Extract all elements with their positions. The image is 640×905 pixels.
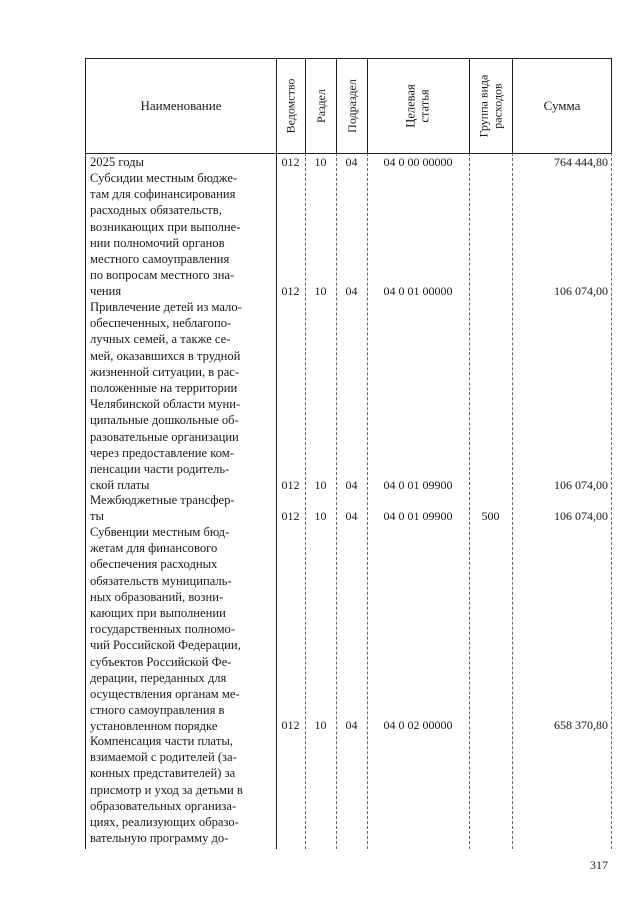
row-name: Субвенции местным бюд- жетам для финансового обеспечения расходных обязательств муниципаль- ных образований, возни- кающих при выполнении государственных полномо- чий Российской Федерации, субъектов Российской Фе- дерации, переданных для осуществления органам ме- стного самоуправления в установленном порядке (90, 525, 241, 734)
row-name: Привлечение детей из мало- обеспеченных, неблагопо- лучных семей, а также се- мей, оказавшихся в трудной жизненной ситуации, в рас- положенные на территории Челябинской области муни- ципальные дошкольные об- разовательные организации через предоставление ком- пенсации части родитель- ской платы (90, 300, 242, 493)
row-section: 10 (314, 284, 327, 298)
header-divider (305, 59, 306, 153)
header-divider (367, 59, 368, 153)
header-dept (276, 59, 305, 153)
row-dept: 012 (281, 284, 300, 298)
row-name: Компенсация части платы, взимаемой с родителей (за- конных представителей) за присмотр и уход за детьми в образовательных организа- циях, реализующих образо- вательную программу до- (90, 734, 243, 846)
row-section: 10 (314, 718, 327, 732)
row-section: 10 (314, 478, 327, 492)
header-sum-label: Сумма (543, 98, 581, 113)
row-subsection: 04 (345, 284, 358, 298)
header-target (367, 59, 469, 153)
row-target: 04 0 00 00000 (383, 155, 453, 169)
header-group-label (477, 75, 505, 138)
row-sum: 106 074,00 (554, 478, 608, 492)
row-target: 04 0 01 00000 (383, 284, 453, 298)
column-divider (469, 153, 470, 849)
header-section-label: Раздел (313, 89, 328, 123)
row-dept: 012 (281, 155, 300, 169)
row-name: Субсидии местным бюдже- там для софинансирования расходных обязательств, возникающих при выполне- нии полномочий органов местного самоуправления по вопросам местного зна- чения (90, 171, 241, 299)
header-divider (469, 59, 470, 153)
column-divider (276, 153, 277, 849)
column-divider (512, 153, 513, 849)
header-divider (611, 59, 612, 153)
row-subsection: 04 (345, 718, 358, 732)
row-name: 2025 годы (90, 155, 144, 169)
budget-table (85, 58, 612, 849)
header-section (305, 59, 336, 153)
row-target: 04 0 01 09900 (383, 478, 453, 492)
header-target-line2: статья (418, 89, 432, 123)
row-dept: 012 (281, 718, 300, 732)
header-target-line1: Целевая (404, 84, 418, 128)
header-group-line2: расходов (490, 83, 505, 129)
header-dept-label: Ведомство (283, 78, 298, 134)
table-header (86, 59, 612, 154)
row-sum: 764 444,80 (554, 155, 608, 169)
header-group (469, 59, 512, 153)
header-divider (276, 59, 277, 153)
row-sum: 106 074,00 (554, 509, 608, 523)
row-target: 04 0 01 09900 (383, 509, 453, 523)
row-section: 10 (314, 509, 327, 523)
header-name (86, 59, 276, 153)
header-name-label: Наименование (140, 98, 222, 113)
column-divider (611, 153, 612, 849)
row-dept: 012 (281, 478, 300, 492)
row-section: 10 (314, 155, 327, 169)
row-group: 500 (481, 509, 500, 523)
row-dept: 012 (281, 509, 300, 523)
row-name: Межбюджетные трансфер- ты (90, 493, 235, 524)
row-subsection: 04 (345, 509, 358, 523)
row-sum: 106 074,00 (554, 284, 608, 298)
row-target: 04 0 02 00000 (383, 718, 453, 732)
header-subsection (336, 59, 367, 153)
column-divider (367, 153, 368, 849)
page-number: 317 (590, 858, 608, 872)
row-subsection: 04 (345, 478, 358, 492)
header-target-label (404, 84, 432, 127)
header-divider (512, 59, 513, 153)
header-group-line1: Группа вида (476, 74, 491, 138)
row-subsection: 04 (345, 155, 358, 169)
row-sum: 658 370,80 (554, 718, 608, 732)
column-divider (305, 153, 306, 849)
header-sum (512, 59, 612, 153)
header-subsection-label: Подраздел (344, 79, 359, 133)
header-divider (336, 59, 337, 153)
column-divider (336, 153, 337, 849)
